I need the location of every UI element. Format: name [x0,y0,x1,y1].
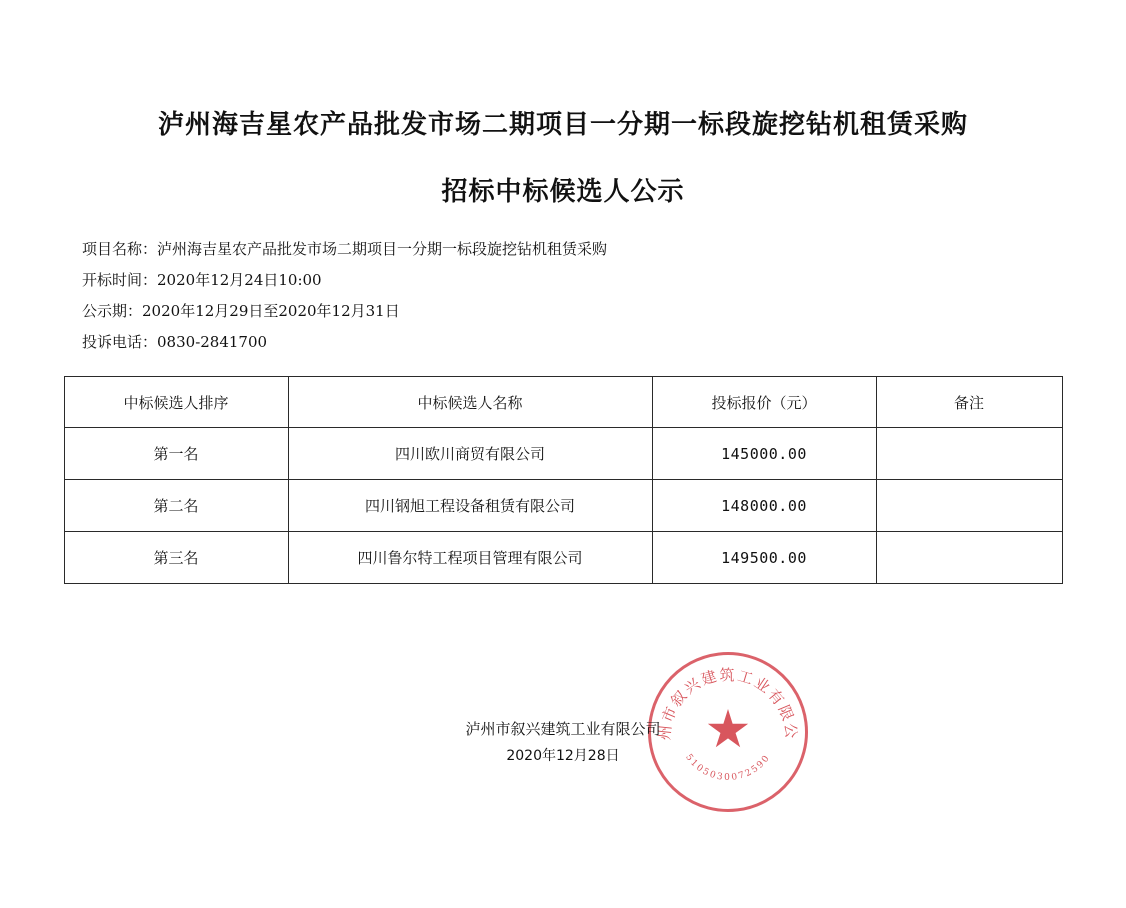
seal-bottom-text: 5105030072590 [683,752,773,783]
bid-candidates-table [64,376,1063,584]
seal-top-text: 泸州市叙兴建筑工业有限公司 [639,638,801,742]
signature-block [0,716,1126,770]
table-row [64,428,1062,480]
cell-name: 四川钢旭工程设备租赁有限公司 [288,480,652,532]
document-meta-block [0,234,1126,358]
meta-label: 开标时间： [82,271,158,289]
table-row [64,480,1062,532]
cell-price: 149500.00 [652,532,876,584]
signature-company: 泸州市叙兴建筑工业有限公司 [465,720,661,738]
cell-note [876,532,1062,584]
meta-row-project-name [82,234,1126,265]
meta-row-complaint-phone [82,327,1126,358]
document-page [0,104,1126,908]
document-title-line1: 泸州海吉星农产品批发市场二期项目一分期一标段旋挖钻机租赁采购 [157,110,968,140]
cell-price: 148000.00 [652,480,876,532]
table-header-row [64,377,1062,428]
table-header-name: 中标候选人名称 [288,377,652,428]
cell-price: 145000.00 [652,428,876,480]
meta-row-bid-open-time [82,265,1126,296]
meta-label: 公示期： [82,302,143,320]
cell-name: 四川鲁尔特工程项目管理有限公司 [288,532,652,584]
table-header-rank: 中标候选人排序 [64,377,288,428]
cell-rank: 第一名 [64,428,288,480]
table-header-note: 备注 [876,377,1062,428]
signature-date: 2020年12月28日 [506,748,620,764]
table-header-price: 投标报价（元） [652,377,876,428]
cell-note [876,428,1062,480]
meta-value: 0830-2841700 [157,333,268,351]
meta-value: 泸州海吉星农产品批发市场二期项目一分期一标段旋挖钻机租赁采购 [157,240,608,258]
cell-rank: 第二名 [64,480,288,532]
cell-name: 四川欧川商贸有限公司 [288,428,652,480]
meta-value: 2020年12月29日至2020年12月31日 [142,302,400,320]
meta-label: 项目名称： [82,240,158,258]
document-title-line2: 招标中标候选人公示 [441,177,685,207]
table-row [64,532,1062,584]
cell-rank: 第三名 [64,532,288,584]
meta-value: 2020年12月24日10:00 [157,271,322,289]
meta-label: 投诉电话： [82,333,158,351]
meta-row-publicity-period [82,296,1126,327]
cell-note [876,480,1062,532]
